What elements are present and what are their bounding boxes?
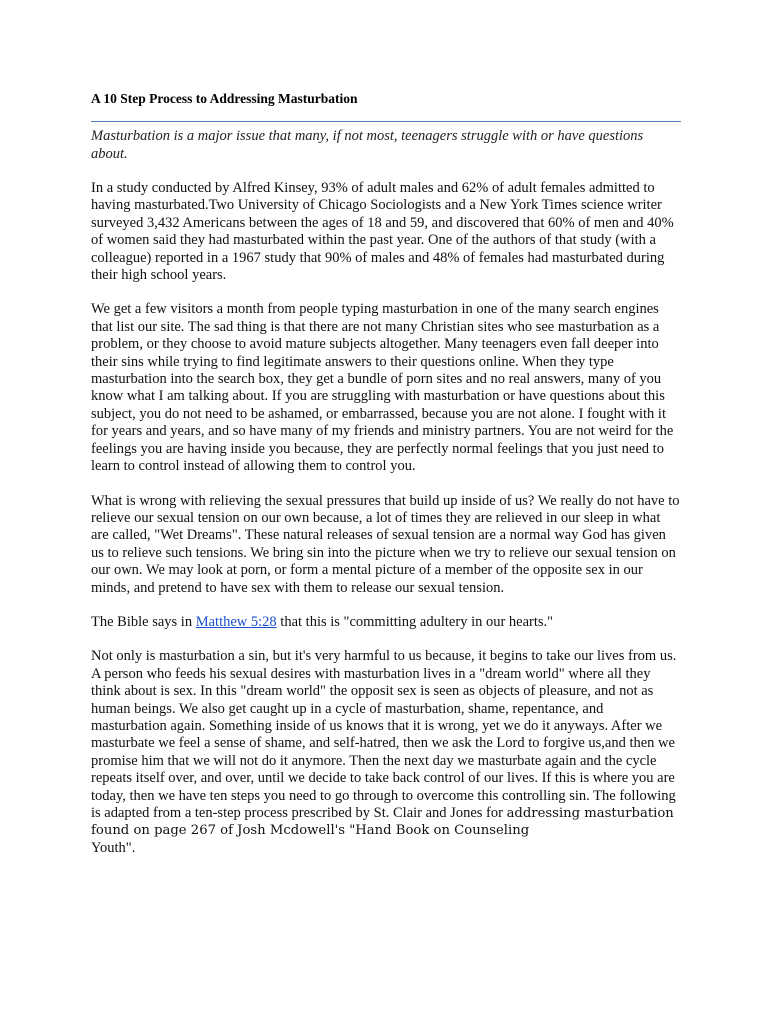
bible-text-before: The Bible says in — [91, 613, 196, 630]
harm-end-text: Youth". — [91, 839, 136, 856]
document-title: A 10 Step Process to Addressing Masturbation — [91, 91, 358, 106]
matthew-link[interactable]: Matthew 5:28 — [195, 613, 277, 630]
bible-text-after: that this is "committing adultery in our hearts." — [276, 613, 554, 630]
paragraph-bible-reference — [91, 614, 681, 631]
harm-source-text: addressing masturbation found on page 267 of Josh Mcdowell's "Hand Book on Counseling — [91, 806, 674, 839]
paragraph-sexual-pressures: What is wrong with relieving the sexual pressures that build up inside of us? We really do not have to relieve our sexual tension on our own because, a lot of times they are relieved in our sleep in what are called, "Wet Dreams". These natural releases of sexual tension are a normal way God has given us to relieve such tensions. We bring sin into the picture when we try to relieve our sexual tension on our own. We may look at porn, or form a mental picture of a member of the opposite sex in our minds, and pretend to have sex with them to release our sexual tension. — [91, 492, 680, 596]
document-subtitle: Masturbation is a major issue that many, if not most, teenagers struggle with or have questions about. — [91, 128, 644, 162]
harm-main-text: Not only is masturbation a sin, but it's very harmful to us because, it begins to take our lives from us. A person who feeds his sexual desires with masturbation lives in a "dream world" where all they think about is sex. In this "dream world" the opposit sex is seen as objects of pleasure, and not as human beings. We also get caught up in a cycle of masturbation, shame, repentance, and masturbation again. Something inside of us knows that it is wrong, yet we do it anyways. After we masturbate we feel a sense of shame, and self-hatred, then we ask the Lord to forgive us,and then we promise him that we will not do it anymore. Then the next day we masturbate again and the cycle repeats itself over, and over, until we decide to take back control of our lives. If this is where you are today, then we have ten steps you need to go through to overcome this controlling sin. The following is adapted from a ten-step process prescribed by St. Clair and Jones for — [91, 648, 677, 821]
paragraph-search-visitors: We get a few visitors a month from people typing masturbation in one of the many search engines that list our site. The sad thing is that there are not many Christian sites who see masturbation as a problem, or they choose to avoid mature subjects altogether. Many teenagers even fall deeper into their sins while trying to find legitimate answers to their questions online. When they type masturbation into the search box, they get a bundle of porn sites and no real answers, many of you know what I am talking about. If you are struggling with masturbation or have questions about this subject, you do not need to be ashamed, or embarrassed, because you are not alone. I fought with it for years and years, and so have many of my friends and ministry partners. You are not weird for the feelings you are having inside you because, they are perfectly normal feelings that you just need to learn to control instead of allowing them to control you. — [91, 301, 674, 475]
title-divider — [91, 121, 681, 122]
document-page — [91, 90, 681, 874]
paragraph-harm — [91, 648, 681, 857]
paragraph-kinsey-study: In a study conducted by Alfred Kinsey, 93% of adult males and 62% of adult females admitted to having masturbated.Two University of Chicago Sociologists and a New York Times science writer surveyed 3,432 Americans between the ages of 18 and 59, and discovered that 60% of men and 40% of women said they had masturbated within the past year. One of the authors of that study (with a colleague) reported in a 1967 study that 90% of males and 48% of females had masturbated during their high school years. — [91, 180, 674, 284]
